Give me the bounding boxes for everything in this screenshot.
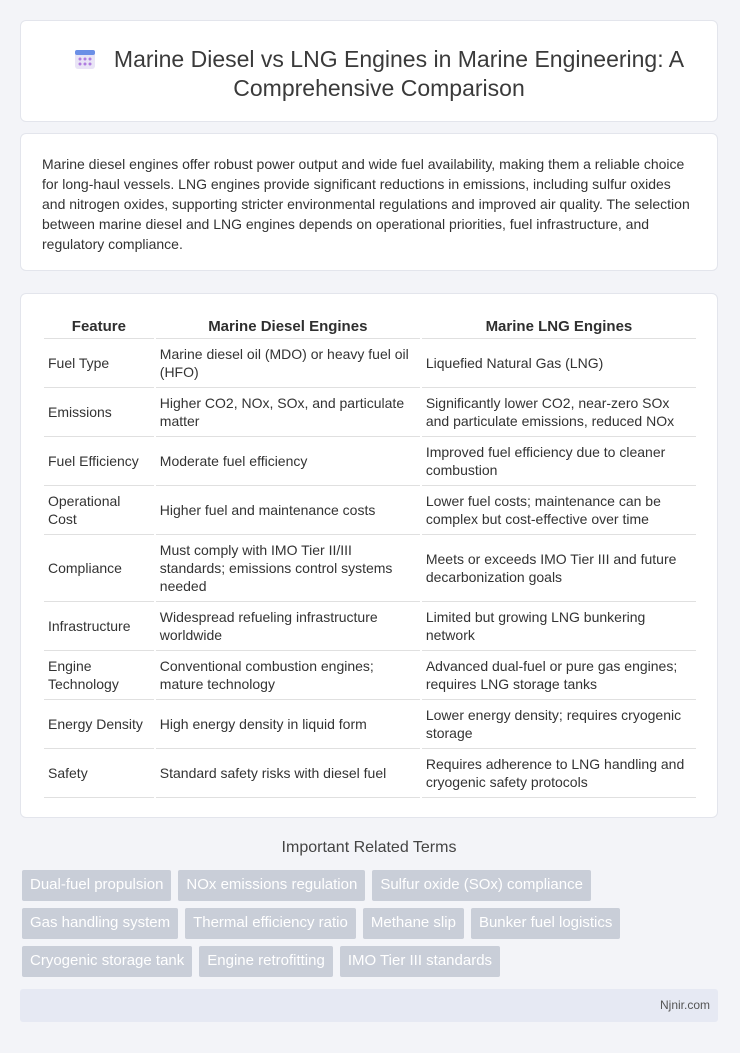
feature-cell: Infrastructure (44, 602, 154, 651)
related-term-tag[interactable]: Sulfur oxide (SOx) compliance (372, 870, 591, 901)
diesel-cell: Widespread refueling infrastructure worldwide (156, 602, 420, 651)
related-term-tag[interactable]: Cryogenic storage tank (22, 946, 192, 977)
lng-cell: Requires adherence to LNG handling and cryogenic safety protocols (422, 749, 696, 798)
table-row (44, 437, 696, 486)
table-row (44, 535, 696, 602)
page-title-wrap (61, 45, 697, 103)
feature-cell: Operational Cost (44, 486, 154, 535)
related-term-tag[interactable]: Engine retrofitting (199, 946, 333, 977)
lng-cell: Significantly lower CO2, near-zero SOx and particulate emissions, reduced NOx (422, 388, 696, 437)
feature-cell: Emissions (44, 388, 154, 437)
header-feature: Feature (44, 316, 154, 339)
diesel-cell: High energy density in liquid form (156, 700, 420, 749)
related-term-tag[interactable]: Bunker fuel logistics (471, 908, 620, 939)
comparison-table (42, 316, 698, 798)
lng-cell: Lower fuel costs; maintenance can be complex but cost-effective over time (422, 486, 696, 535)
footer-bar (20, 989, 718, 1022)
feature-cell: Fuel Efficiency (44, 437, 154, 486)
diesel-cell: Moderate fuel efficiency (156, 437, 420, 486)
table-row (44, 651, 696, 700)
table-row (44, 749, 696, 798)
diesel-cell: Marine diesel oil (MDO) or heavy fuel oil (HFO) (156, 339, 420, 388)
footer-site-link[interactable]: Njnir.com (659, 998, 710, 1012)
lng-cell: Advanced dual-fuel or pure gas engines; requires LNG storage tanks (422, 651, 696, 700)
related-terms-tags (22, 870, 682, 977)
related-term-tag[interactable]: Gas handling system (22, 908, 178, 939)
intro-paragraph: Marine diesel engines offer robust power output and wide fuel availability, making them a reliable choice for long-haul vessels. LNG engines provide significant reductions in emissions, including sulfur oxides and nitrogen oxides, supporting stricter environmental regulations and improved air quality. The selection between marine diesel and LNG engines depends on operational priorities, fuel infrastructure, and regulatory compliance. (42, 156, 690, 252)
comparison-table-card (20, 293, 718, 818)
intro-card (20, 133, 718, 271)
header-diesel: Marine Diesel Engines (156, 316, 420, 339)
related-term-tag[interactable]: Dual-fuel propulsion (22, 870, 171, 901)
page-title: Marine Diesel vs LNG Engines in Marine Engineering: A Comprehensive Comparison (113, 46, 685, 101)
diesel-cell: Higher CO2, NOx, SOx, and particulate matter (156, 388, 420, 437)
table-row (44, 388, 696, 437)
feature-cell: Safety (44, 749, 154, 798)
lng-cell: Liquefied Natural Gas (LNG) (422, 339, 696, 388)
lng-cell: Improved fuel efficiency due to cleaner combustion (422, 437, 696, 486)
table-row (44, 602, 696, 651)
table-header-row (44, 316, 696, 339)
feature-cell: Energy Density (44, 700, 154, 749)
diesel-cell: Standard safety risks with diesel fuel (156, 749, 420, 798)
diesel-cell: Must comply with IMO Tier II/III standards; emissions control systems needed (156, 535, 420, 602)
related-term-tag[interactable]: NOx emissions regulation (178, 870, 365, 901)
feature-cell: Fuel Type (44, 339, 154, 388)
table-row (44, 700, 696, 749)
lng-cell: Limited but growing LNG bunkering network (422, 602, 696, 651)
table-row (44, 486, 696, 535)
title-card (20, 20, 718, 122)
related-term-tag[interactable]: Methane slip (363, 908, 464, 939)
header-lng: Marine LNG Engines (422, 316, 696, 339)
feature-cell: Engine Technology (44, 651, 154, 700)
feature-cell: Compliance (44, 535, 154, 602)
diesel-cell: Higher fuel and maintenance costs (156, 486, 420, 535)
calendar-grid-icon (74, 48, 96, 70)
related-terms-title: Important Related Terms (281, 839, 457, 856)
lng-cell: Lower energy density; requires cryogenic storage (422, 700, 696, 749)
related-term-tag[interactable]: Thermal efficiency ratio (185, 908, 356, 939)
diesel-cell: Conventional combustion engines; mature technology (156, 651, 420, 700)
lng-cell: Meets or exceeds IMO Tier III and future decarbonization goals (422, 535, 696, 602)
table-row (44, 339, 696, 388)
related-term-tag[interactable]: IMO Tier III standards (340, 946, 500, 977)
